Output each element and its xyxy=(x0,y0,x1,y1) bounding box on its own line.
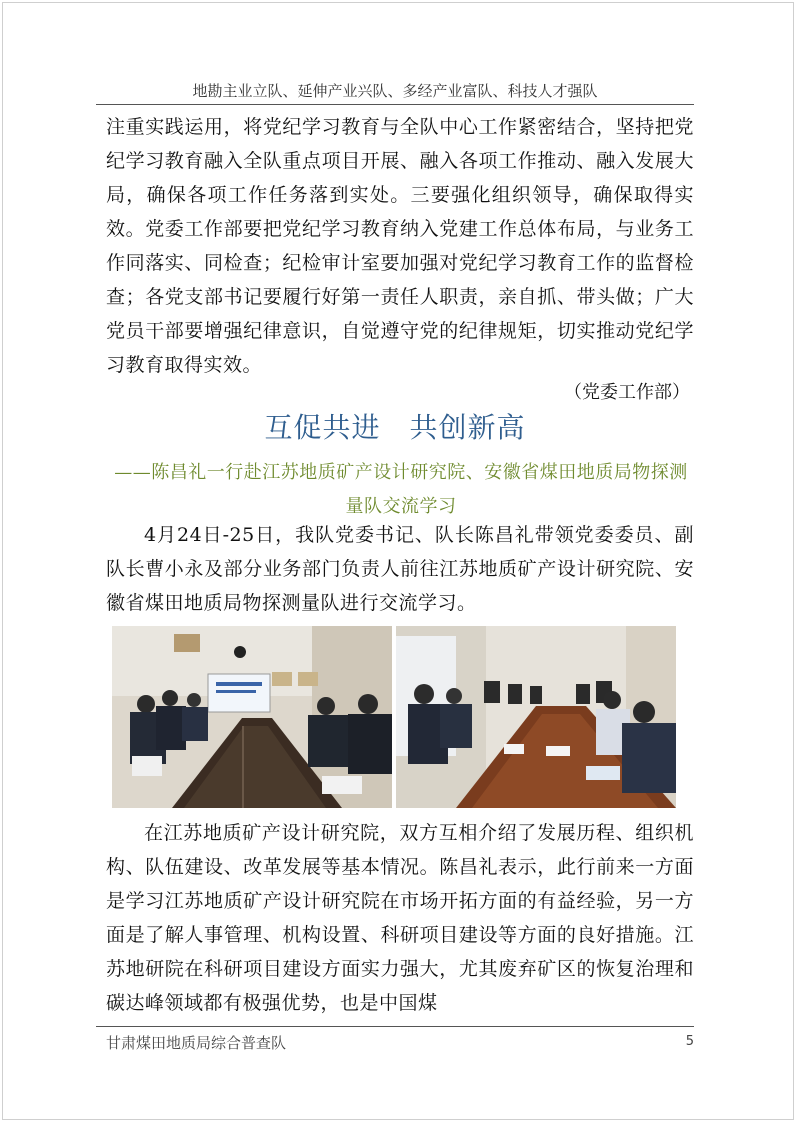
section1-signature: （党委工作部） xyxy=(564,382,690,403)
page-header-slogan: 地勘主业立队、延伸产业兴队、多经产业富队、科技人才强队 xyxy=(192,82,598,100)
meeting-photo-left xyxy=(112,626,392,808)
meeting-photo-right-image xyxy=(396,626,676,808)
section1-paragraph: 注重实践运用，将党纪学习教育与全队中心工作紧密结合，坚持把党纪学习教育融入全队重点项目开展、融入各项工作推动、融入发展大局，确保各项工作任务落到实处。三要强化组织领导，确保取得实效。党委工作部要把党纪学习教育纳入党建工作总体布局，与业务工作同落实、同检查；纪检审计室要加强对党纪学习教育工作的监督检查；各党支部书记要履行好第一责任人职责，亲自抓、带头做；广大党员干部要增强纪律意识，自觉遵守党的纪律规矩，切实推动党纪学习教育取得实效。 xyxy=(106,116,694,376)
footer-org-name: 甘肃煤田地质局综合普查队 xyxy=(106,1034,287,1052)
header-divider xyxy=(96,104,694,105)
meeting-photo-right xyxy=(396,626,676,808)
page-number: 5 xyxy=(685,1034,694,1049)
section1-text xyxy=(106,110,694,382)
footer-divider xyxy=(96,1026,694,1027)
meeting-photo-left-image xyxy=(112,626,392,808)
article-subtitle: ——陈昌礼一行赴江苏地质矿产设计研究院、安徽省煤田地质局物探测量队交流学习 xyxy=(114,462,688,517)
article-body-paragraph: 在江苏地质矿产设计研究院，双方互相介绍了发展历程、组织机构、队伍建设、改革发展等基本情况。陈昌礼表示，此行前来一方面是学习江苏地质矿产设计研究院在市场开拓方面的有益经验，另一方面是了解人事管理、机构设置、科研项目建设等方面的良好措施。江苏地研院在科研项目建设方面实力强大，尤其废弃矿区的恢复治理和碳达峰领域都有极强优势，也是中国煤 xyxy=(106,822,694,1014)
article-intro-paragraph: 4月24日-25日，我队党委书记、队长陈昌礼带领党委委员、副队长曹小永及部分业务部门负责人前往江苏地质矿产设计研究院、安徽省煤田地质局物探测量队进行交流学习。 xyxy=(106,524,694,614)
article-title: 互促共进 共创新高 xyxy=(264,411,526,444)
article-body xyxy=(106,816,694,1020)
article-intro xyxy=(106,518,694,620)
